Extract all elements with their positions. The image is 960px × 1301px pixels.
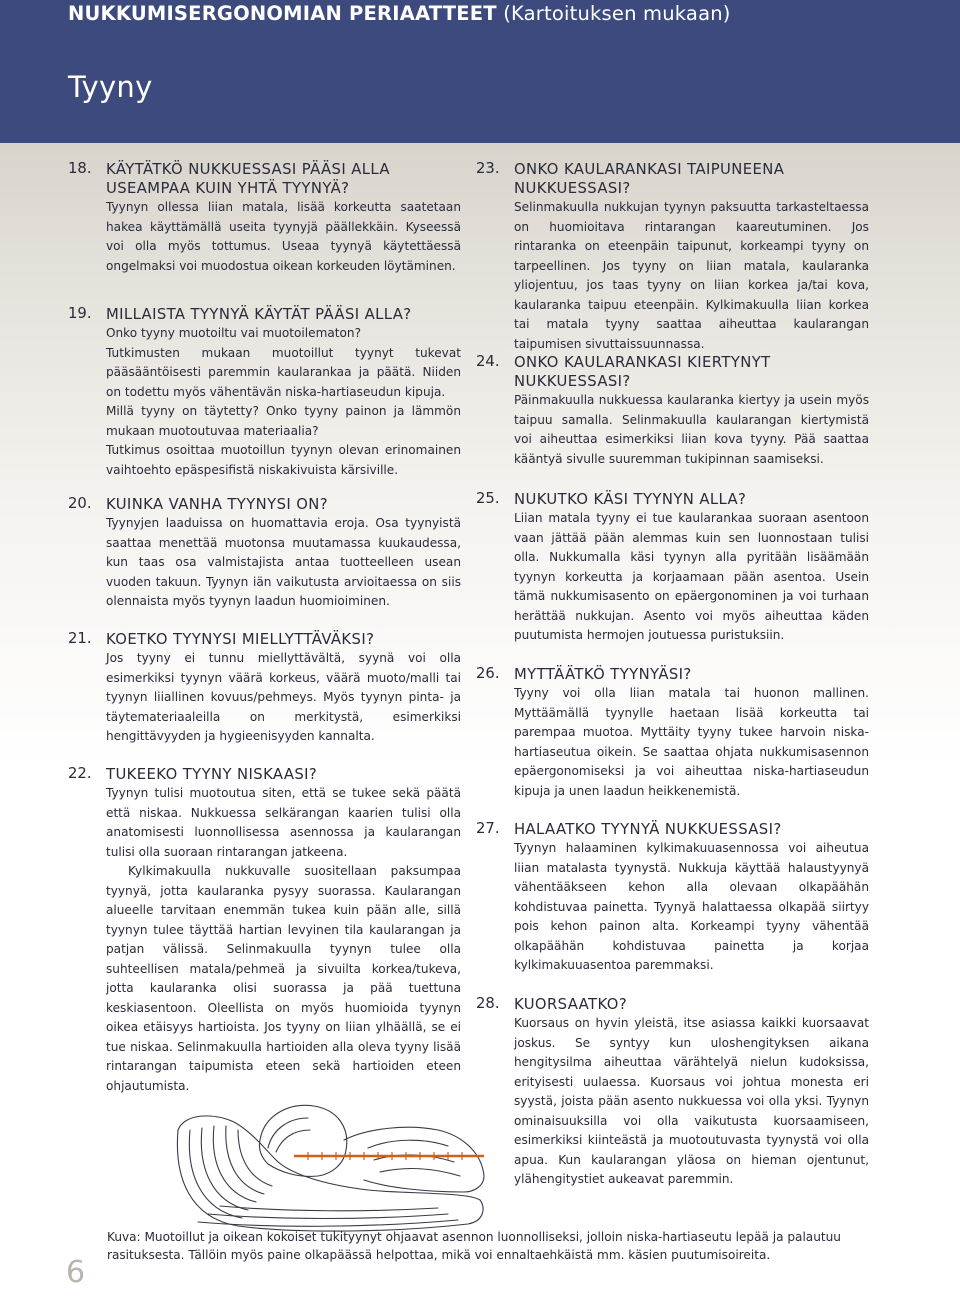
pillow-outline-icon	[177, 1116, 483, 1231]
section-heading: TUKEEKO TYYNY NISKAASI?	[106, 766, 318, 783]
section-number: 22.	[68, 765, 92, 782]
section-20	[68, 495, 461, 612]
section-paragraph: Selinmakuulla nukkujan tyynyn paksuutta tarkasteltaessa on huomioitava rintarangan kaareutuminen. Jos rintaranka on eteenpäin taipunut, korkeampi tyyny on tarpeellinen. Jos tyyny on liian matala, kaularanka yliojentuu, jos taas tyyny on liian korkea ja/tai kova, kaularanka taipuu eteenpäin. Kylkimakuulla liian korkea tai matala tyyny saattaa aiheuttaa kaularangan taipumisen sivuttaissuunnassa.	[514, 200, 869, 351]
section-number: 19.	[68, 305, 92, 322]
section-28	[476, 995, 869, 1190]
section-19	[68, 305, 461, 480]
section-heading: KUORSAATKO?	[514, 996, 628, 1013]
section-paragraph: Kuorsaus on hyvin yleistä, itse asiassa kaikki kuorsaavat joskus. Se syntyy kun uloshengityksen aikana hengitysilma aiheuttaa värähtelyä nielun kudoksissa, erityisesti uulaessa. Kuorsaus voi johtua monesta eri syystä, joista pään asento nukkuessa voi olla yksi. Tyynyn ominaisuuksilla voi olla vaikutusta kuorsaamiseen, esimerkiksi kiinteästä ja muotoutuvasta tyynystä voi olla apua. Kun kaularangan yläosa on hieman ojentunut, ylähengitystiet aukeavat paremmin.	[514, 1016, 869, 1186]
section-heading: ONKO KAULARANKASI KIERTYNYT NUKKUESSASI?	[514, 354, 771, 390]
section-paragraph: Jos tyyny ei tunnu miellyttävältä, syynä voi olla esimerkiksi tyynyn väärä korkeus, väärä muoto/malli tai tyynyn liiallinen kovuus/pehmeys. Myös tyynyn pinta- ja täytemateriaaleilla on merkitystä, esimerkiksi hengittävyyden ja hygieenisyyden kannalta.	[106, 651, 461, 743]
section-number: 27.	[476, 820, 500, 837]
section-heading: KUINKA VANHA TYYNYSI ON?	[106, 496, 329, 513]
section-27	[476, 820, 869, 976]
document-title	[68, 2, 731, 25]
section-paragraph: Millä tyyny on täytetty? Onko tyyny painon ja lämmön mukaan muotoutuvaa materiaalia?	[106, 404, 461, 438]
section-24	[476, 353, 869, 469]
section-26	[476, 665, 869, 801]
section-paragraph: Liian matala tyyny ei tue kaularankaa suoraan asentoon vaan jättää pään alemmas kuin sen luonnostaan tulisi olla. Nukkumalla käsi tyynyn alla pyritään lisäämään tyynyn korkeutta ja korjaamaan pään asentoa. Usein tämä nukkumisasento on epäergonominen ja voi turhaan herättää nukkujan. Asento voi myös aiheuttaa käden puutumista hermojen joutuessa puristuksiin.	[514, 511, 869, 642]
page-title: Tyyny	[68, 70, 153, 104]
document-title-subtitle: (Kartoituksen mukaan)	[503, 2, 731, 25]
section-paragraph: Tyynyjen laaduissa on huomattavia eroja. Osa tyynyistä saattaa menettää muotonsa muutamassa kuukaudessa, kun taas osa valmistajista antaa tuotteelleen usean vuoden takuun. Tyynyn iän vaikutusta arvioitaessa on siis olennaista myös tyynyn laadun huomioiminen.	[106, 516, 461, 608]
pillow-illustration	[168, 1068, 488, 1238]
section-paragraph: Kylkimakuulla nukkuvalle suositellaan paksumpaa tyynyä, jotta kaularanka pysyy suorassa. Kaularangan alueelle tarvitaan enemmän tukea kuin pään alle, sillä tyynyn tulee täyttää hartian levyinen tila kaularangan ja patjan välissä. Selinmakuulla tyynyn tulee olla suhteellisen matala/pehmeä ja sivuilta korkea/tukeva, jotta kaularanka olisi suorassa ja pää tuettuna keskiasentoon. Oleellista on myös huomioida tyynyn oikea etäisyys hartioista. Jos tyyny on liian ylhäällä, se ei tue niskaa. Selinmakuulla hartioiden alla oleva tyyny lisää rintarangan taipumista eteen sekä hartioiden eteen ohjautumista.	[106, 864, 461, 1093]
section-paragraph: Onko tyyny muotoiltu vai muotoilematon?	[106, 326, 362, 340]
section-number: 20.	[68, 495, 92, 512]
page-number: 6	[66, 1255, 86, 1290]
section-heading: KOETKO TYYNYSI MIELLYTTÄVÄKSI?	[106, 631, 375, 648]
section-25	[476, 490, 869, 646]
section-21	[68, 630, 461, 747]
section-18	[68, 160, 461, 276]
section-heading: HALAATKO TYYNYÄ NUKKUESSASI?	[514, 821, 782, 838]
section-paragraph: Tyynyn ollessa liian matala, lisää korkeutta saatetaan hakea käyttämällä useita tyynyjä päällekkäin. Kyseessä voi olla myös tottumus. Useaa tyynyä käytettäessä ongelmaksi voi muodostua oikean korkeuden löytäminen.	[106, 200, 461, 273]
section-heading: MILLAISTA TYYNYÄ KÄYTÄT PÄÄSI ALLA?	[106, 306, 412, 323]
section-number: 18.	[68, 160, 92, 177]
page-header	[0, 0, 960, 143]
section-paragraph: Tyynyn tulisi muotoutua siten, että se tukee sekä päätä että niskaa. Nukkuessa selkärangan kaarien tulisi olla anatomisesti luonnollisessa asennossa ja kaularangan tulisi olla suoraan rintarangan jatkeena.	[106, 786, 461, 859]
section-23	[476, 160, 869, 354]
section-paragraph: Tyyny voi olla liian matala tai huonon mallinen. Myttäämällä tyynylle haetaan lisää korkeutta tai parempaa muotoa. Myttäity tyyny tukee harvoin niska-hartiaseutua oikein. Se saattaa ohjata nukkumisasennon epäergonomiseksi ja voi aiheuttaa niska-hartiaseudun kipuja ja unen laadun heikkenemistä.	[514, 686, 869, 798]
section-paragraph: Tyynyn halaaminen kylkimakuuasennossa voi aiheutua liian matalasta tyynystä. Nukkuja käyttää halaustyynyä vähentääkseen kehon alla olevaan olkapäähän kohdistuvaa painetta. Tyynyä halattaessa olkapää siirtyy pois kehon painon alta. Korkeampi tyyny vähentää olkapäähän kohdistuvaa painetta ja korjaa kylkimakuuasentoa paremmaksi.	[514, 841, 869, 972]
section-number: 28.	[476, 995, 500, 1012]
section-heading: MYTTÄÄTKÖ TYYNYÄSI?	[514, 666, 692, 683]
section-paragraph: Tutkimus osoittaa muotoillun tyynyn olevan erinomainen vaihtoehto epäspesifistä niskakivuista kärsiville.	[106, 443, 461, 477]
section-number: 26.	[476, 665, 500, 682]
section-number: 21.	[68, 630, 92, 647]
body-outline-icon	[344, 1127, 484, 1192]
figure-caption: Kuva: Muotoillut ja oikean kokoiset tukityynyt ohjaavat asennon luonnolliseksi, jolloin niska-hartiaseutu lepää ja palautuu rasituksesta. Tällöin myös paine olkapäässä helpottaa, mikä voi ennaltaehkäistä mm. käsien puutumisoireita.	[107, 1230, 841, 1262]
section-22	[68, 765, 461, 1096]
section-paragraph: Päinmakuulla nukkuessa kaularanka kiertyy ja usein myös taipuu samalla. Selinmakuulla kaularangan kiertymistä voi aiheuttaa esimerkiksi liian kova tyyny. Pää saattaa kääntyä sivulle suuremman tukipinnan saamiseksi.	[514, 393, 869, 466]
section-number: 25.	[476, 490, 500, 507]
section-heading: NUKUTKO KÄSI TYYNYN ALLA?	[514, 491, 747, 508]
section-paragraph: Tutkimusten mukaan muotoillut tyynyt tukevat pääsääntöisesti paremmin kaularankaa ja päätä. Niiden on todettu myös vähentävän niska-hartiaseudun kipuja.	[106, 345, 461, 399]
section-heading: ONKO KAULARANKASI TAIPUNEENA NUKKUESSASI?	[514, 161, 785, 197]
section-number: 23.	[476, 160, 500, 177]
head-outline-icon	[259, 1105, 346, 1176]
section-number: 24.	[476, 353, 500, 370]
document-title-main: NUKKUMISERGONOMIAN PERIAATTEET	[68, 2, 497, 25]
section-heading: KÄYTÄTKÖ NUKKUESSASI PÄÄSI ALLA USEAMPAA KUIN YHTÄ TYYNYÄ?	[106, 161, 390, 197]
